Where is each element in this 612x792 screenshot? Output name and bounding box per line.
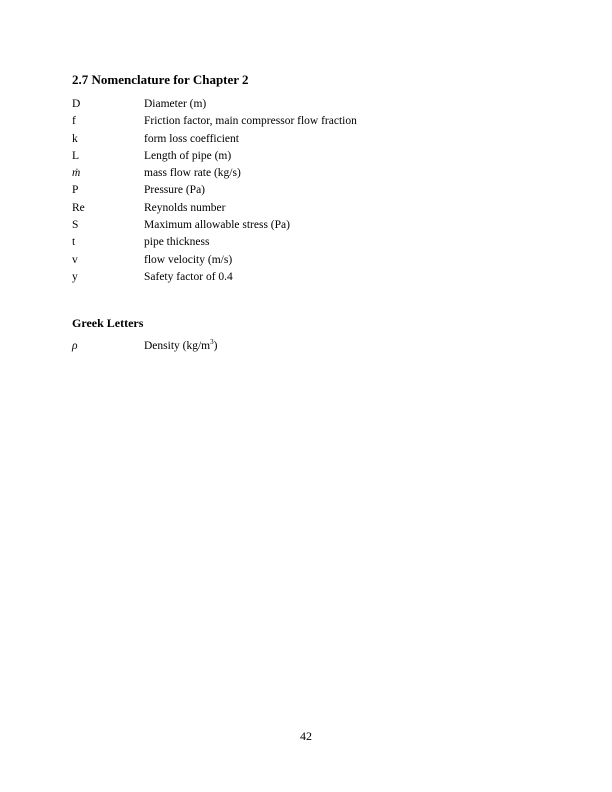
nomenclature-symbol: D — [72, 98, 81, 110]
nomenclature-symbol: P — [72, 184, 79, 197]
nomenclature-list — [72, 96, 552, 286]
nomenclature-row — [72, 217, 552, 234]
nomenclature-description: Diameter (m) — [144, 98, 207, 110]
page-number: 42 — [300, 729, 312, 743]
nomenclature-description: Friction factor, main compressor flow fraction — [144, 115, 357, 128]
nomenclature-description: form loss coefficient — [144, 132, 239, 145]
greek-description-superscript: 3 — [210, 338, 214, 346]
nomenclature-symbol: Re — [72, 201, 85, 214]
nomenclature-description: Maximum allowable stress (Pa) — [144, 219, 290, 232]
greek-description-end: ) — [213, 340, 218, 352]
nomenclature-symbol: ṁ — [72, 167, 81, 180]
nomenclature-symbol: f — [72, 115, 76, 128]
nomenclature-description: pipe thickness — [144, 236, 210, 249]
nomenclature-description: mass flow rate (kg/s) — [144, 167, 241, 180]
nomenclature-symbol: v — [72, 253, 78, 266]
greek-row — [72, 338, 552, 355]
greek-description — [144, 338, 217, 355]
nomenclature-symbol: k — [72, 132, 78, 145]
nomenclature-symbol: S — [72, 219, 79, 232]
nomenclature-row — [72, 234, 552, 251]
greek-letters-heading: Greek Letters — [72, 316, 144, 330]
nomenclature-row — [72, 148, 552, 165]
greek-symbol: ρ — [72, 340, 78, 352]
nomenclature-symbol: L — [72, 149, 80, 162]
nomenclature-description: Reynolds number — [144, 201, 226, 214]
section-title: 2.7 Nomenclature for Chapter 2 — [72, 72, 249, 87]
nomenclature-symbol: y — [72, 270, 78, 283]
nomenclature-description: Safety factor of 0.4 — [144, 270, 233, 283]
greek-letters-list — [72, 338, 552, 355]
greek-description-main: Density (kg/m — [144, 340, 211, 352]
nomenclature-row — [72, 200, 552, 217]
nomenclature-row — [72, 165, 552, 182]
nomenclature-row — [72, 96, 552, 113]
nomenclature-description: Pressure (Pa) — [144, 184, 205, 197]
nomenclature-description: flow velocity (m/s) — [144, 253, 233, 266]
nomenclature-row — [72, 113, 552, 130]
nomenclature-row — [72, 269, 552, 286]
nomenclature-symbol: t — [72, 236, 76, 249]
nomenclature-row — [72, 182, 552, 199]
nomenclature-description: Length of pipe (m) — [144, 149, 232, 162]
nomenclature-row — [72, 252, 552, 269]
nomenclature-row — [72, 131, 552, 148]
